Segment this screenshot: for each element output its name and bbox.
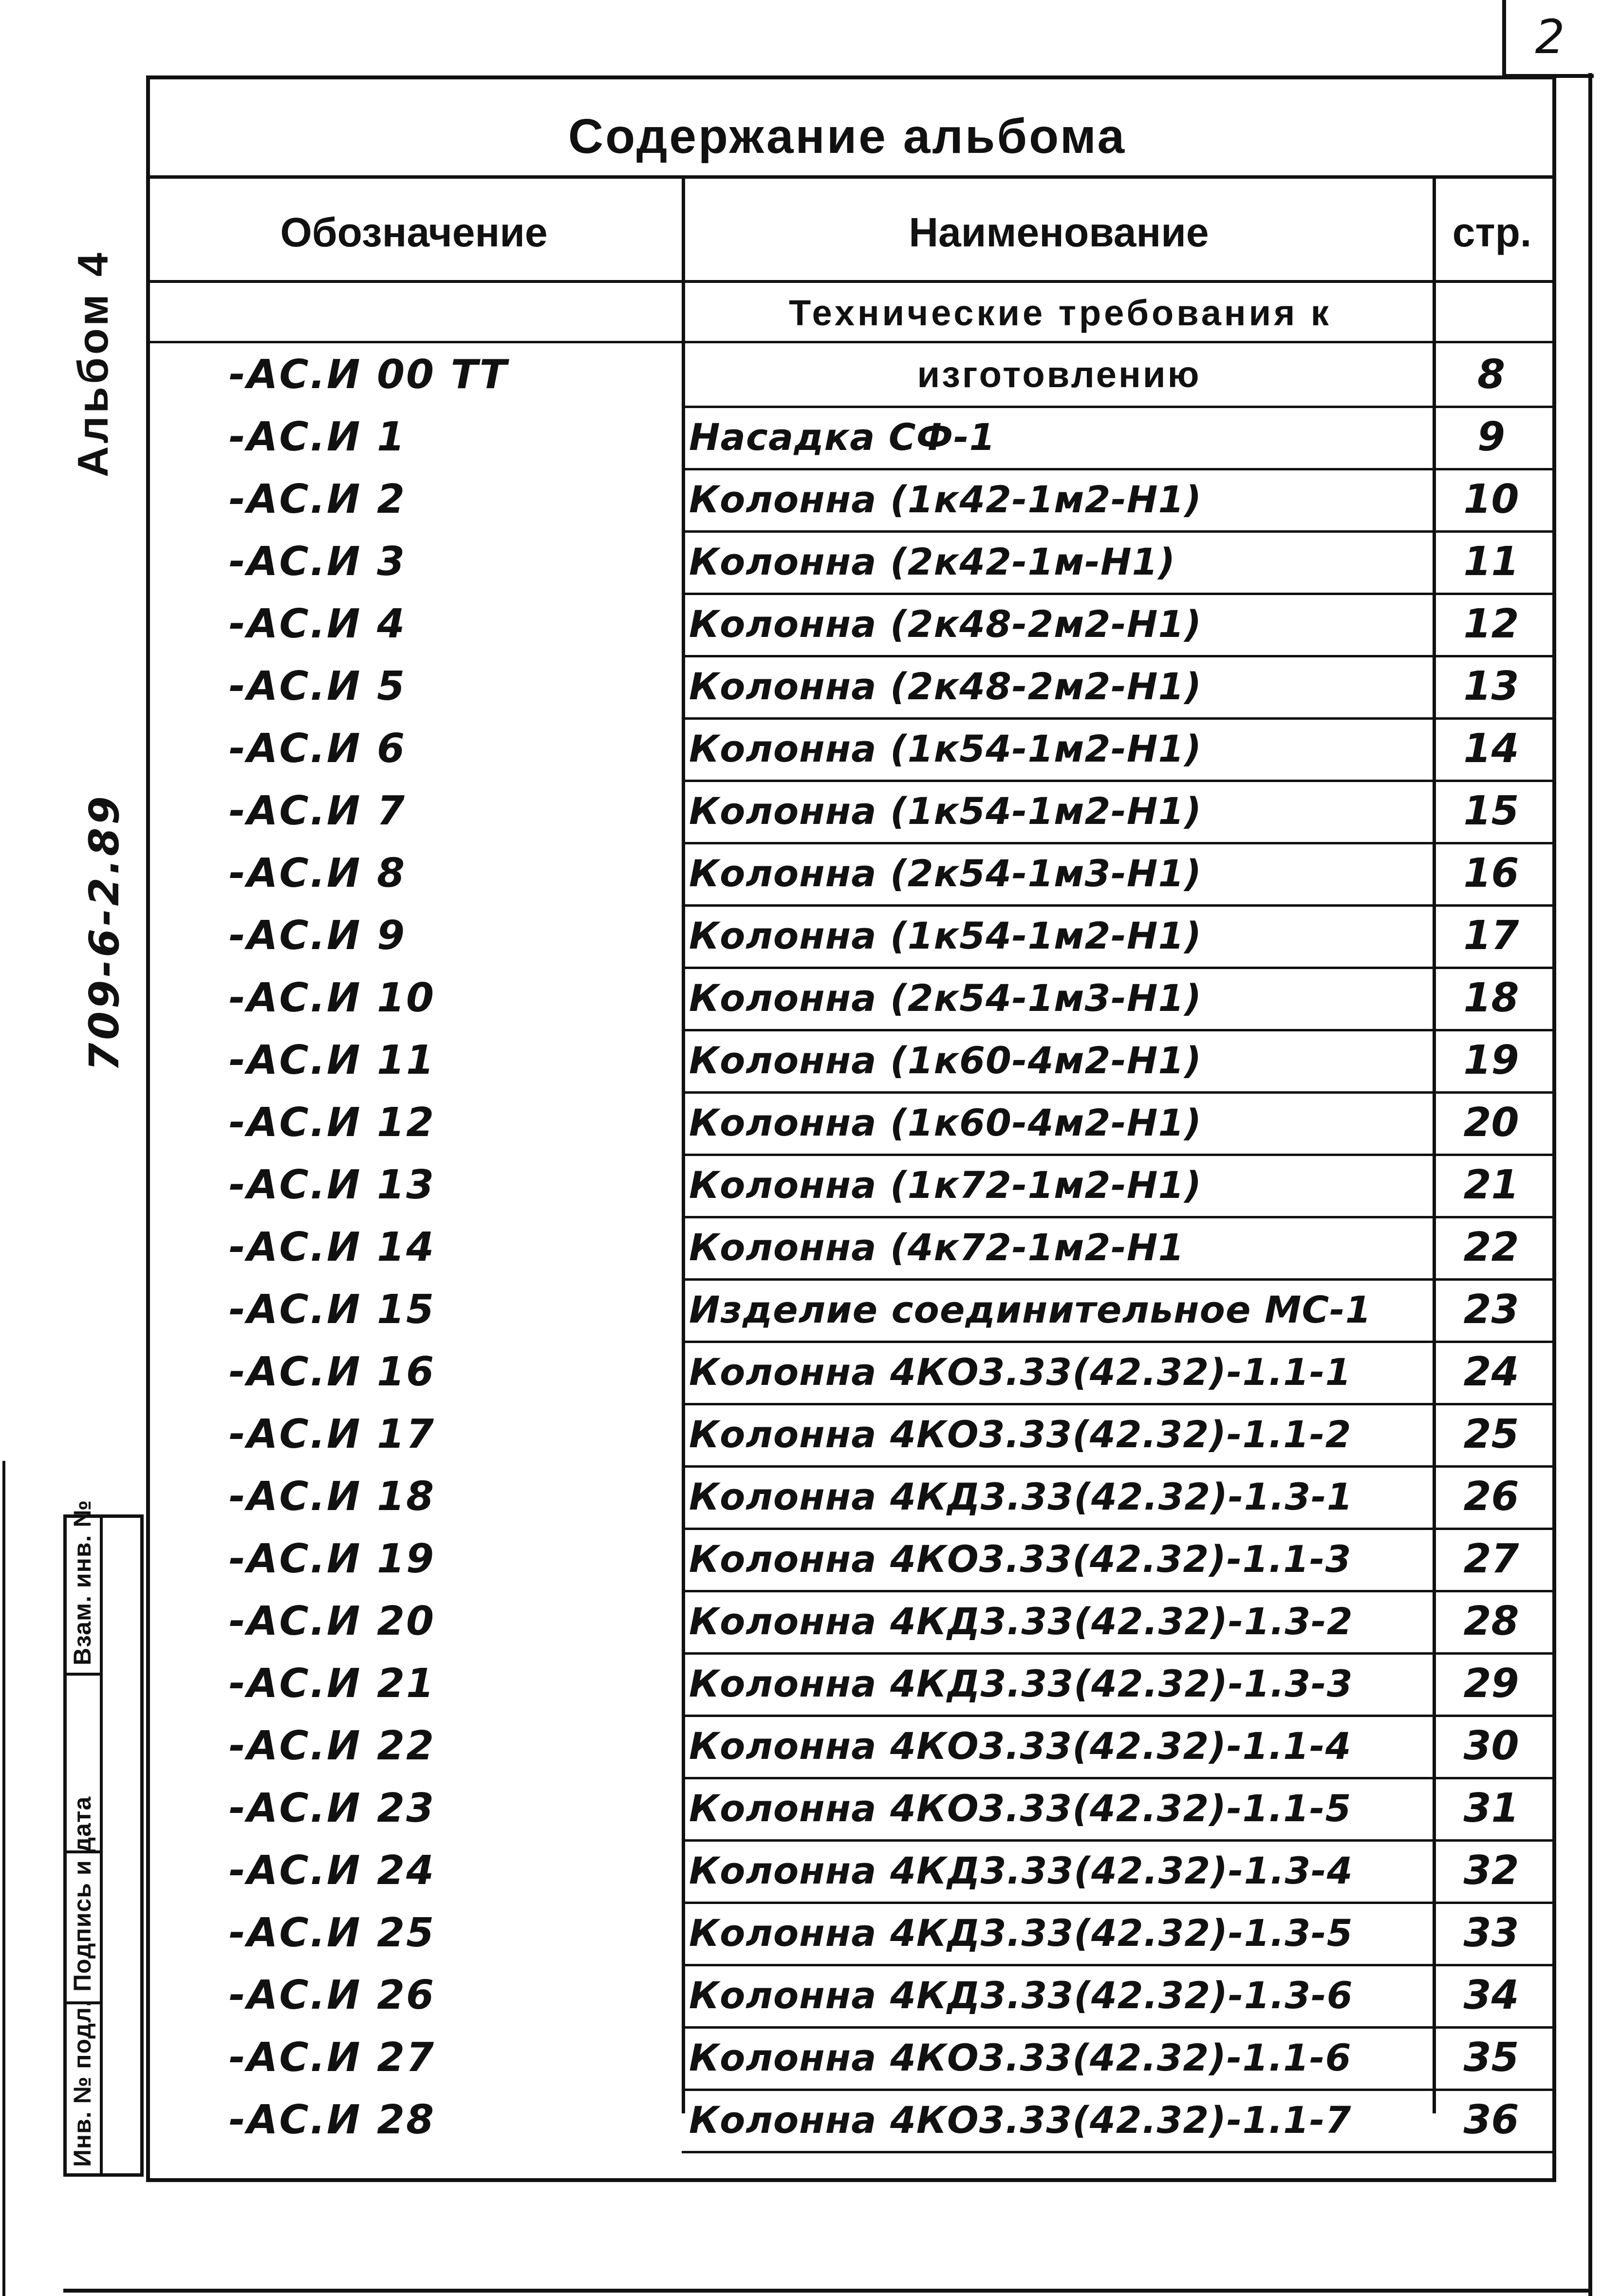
stamp-divider: [63, 1673, 102, 1676]
row-code: -АС.И 23: [229, 1785, 436, 1831]
row-name: Колонна (1к60-4м2-Н1): [689, 1101, 1202, 1144]
row-code: -АС.И 27: [229, 2034, 436, 2081]
row-page: 14: [1463, 725, 1519, 772]
row-name: Колонна (1к54-1м2-Н1): [689, 914, 1202, 957]
row-page: 20: [1463, 1099, 1519, 1146]
row-name: Колонна 4КД3.33(42.32)-1.3-5: [689, 1911, 1353, 1955]
row-name: Колонна 4КО3.33(42.32)-1.1-6: [689, 2035, 1352, 2079]
row-code: -АС.И 10: [229, 974, 436, 1021]
left-margin-line: [2, 1461, 5, 2296]
row-name: Колонна (1к54-1м2-Н1): [689, 727, 1202, 770]
row-name: Колонна 4КД3.33(42.32)-1.3-1: [689, 1475, 1353, 1518]
row-page: 15: [1463, 787, 1519, 834]
right-border-line: [1588, 73, 1592, 2296]
row-page: 11: [1463, 538, 1519, 585]
row-page: 29: [1463, 1660, 1519, 1707]
row-code: -АС.И 5: [229, 663, 407, 709]
stamp-inv-no: Инв. № подл.: [69, 1999, 96, 2167]
row-name: Колонна (4к72-1м2-Н1: [689, 1225, 1185, 1269]
row-name: Колонна 4КД3.33(42.32)-1.3-4: [689, 1848, 1353, 1892]
row-code: -АС.И 4: [229, 600, 407, 647]
row-page: 16: [1463, 850, 1519, 896]
page-title: Содержание альбома: [568, 109, 1127, 164]
row-name: изготовлению: [917, 354, 1201, 395]
row-name: Колонна 4КО3.33(42.32)-1.1-7: [689, 2098, 1352, 2142]
stamp-replace-inv: Взам. инв. №: [69, 1499, 96, 1665]
row-code: -АС.И 9: [229, 912, 407, 959]
row-page: 18: [1463, 974, 1519, 1021]
row-name: Колонна 4КО3.33(42.32)-1.1-1: [689, 1350, 1352, 1394]
row-page: 30: [1463, 1722, 1519, 1769]
row-code: -АС.И 8: [229, 850, 407, 896]
row-page: 36: [1463, 2096, 1519, 2143]
row-code: -АС.И 15: [229, 1286, 436, 1333]
row-divider: [682, 2151, 1552, 2153]
row-page: 26: [1463, 1473, 1519, 1520]
row-name: Колонна (1к54-1м2-Н1): [689, 789, 1202, 833]
column-divider-code: [682, 175, 685, 2113]
row-page: 10: [1463, 476, 1519, 523]
row-code: -АС.И 14: [229, 1224, 436, 1270]
album-label: Альбом 4: [69, 250, 117, 477]
row-code: -АС.И 7: [229, 787, 407, 834]
row-code: -АС.И 24: [229, 1847, 436, 1894]
row-page: 34: [1463, 1972, 1519, 2018]
row-name: Колонна (2к54-1м3-Н1): [689, 976, 1202, 1020]
row-name: Изделие соединительное МС-1: [689, 1288, 1372, 1331]
row-code: -АС.И 25: [229, 1909, 436, 1956]
row-page: 17: [1463, 912, 1519, 959]
header-name: Наименование: [909, 209, 1209, 255]
row-page: 32: [1463, 1847, 1519, 1894]
row-page: 9: [1477, 413, 1506, 460]
row-name: Колонна 4КД3.33(42.32)-1.3-2: [689, 1599, 1353, 1643]
row-code: -АС.И 20: [229, 1598, 436, 1644]
row-code: -АС.И 12: [229, 1099, 436, 1146]
page-number: 2: [1502, 0, 1594, 78]
stamp-sign-date: Подпись и дата: [69, 1796, 96, 1992]
row-page: 12: [1463, 600, 1519, 647]
bottom-border-line: [63, 2289, 1592, 2293]
row-code: -АС.И 11: [229, 1037, 436, 1083]
row-page: 19: [1463, 1037, 1519, 1083]
row-name: Колонна 4КО3.33(42.32)-1.1-4: [689, 1724, 1352, 1768]
row-page: 23: [1463, 1286, 1519, 1333]
row-page: 31: [1463, 1785, 1519, 1831]
row-code: -АС.И 6: [229, 725, 407, 772]
tech-requirements-line: Технические требования к: [789, 293, 1332, 333]
row-code: -АС.И 17: [229, 1411, 436, 1457]
row-name: Колонна (2к54-1м3-Н1): [689, 851, 1202, 895]
row-code: -АС.И 2: [229, 476, 407, 523]
row-code: -АС.И 18: [229, 1473, 436, 1520]
row-page: 28: [1463, 1598, 1519, 1644]
row-code: -АС.И 28: [229, 2096, 436, 2143]
row-code: -АС.И 26: [229, 1972, 436, 2018]
row-page: 24: [1463, 1348, 1519, 1395]
row-name: Колонна 4КО3.33(42.32)-1.1-5: [689, 1786, 1352, 1830]
row-page: 22: [1463, 1224, 1519, 1270]
row-page: 33: [1463, 1909, 1519, 1956]
row-name: Колонна (1к60-4м2-Н1): [689, 1038, 1202, 1082]
row-name: Колонна (2к48-2м2-Н1): [689, 602, 1202, 646]
header-divider: [146, 280, 1552, 283]
row-name: Колонна (1к72-1м2-Н1): [689, 1163, 1202, 1207]
row-code: -АС.И 22: [229, 1722, 436, 1769]
stamp-divider: [100, 1514, 103, 2177]
row-name: Колонна (2к42-1м-Н1): [689, 540, 1176, 583]
row-code: -АС.И 3: [229, 538, 407, 585]
document-number: 709-6-2.89: [80, 793, 128, 1071]
row-code: -АС.И 13: [229, 1161, 436, 1208]
row-code: -АС.И 19: [229, 1535, 436, 1582]
row-page: 13: [1463, 663, 1519, 709]
row-code: -АС.И 1: [229, 413, 407, 460]
row-code: -АС.И 16: [229, 1348, 436, 1395]
row-code: -АС.И 00 ТТ: [229, 351, 508, 398]
row-name: Колонна 4КО3.33(42.32)-1.1-3: [689, 1537, 1352, 1581]
row-code: -АС.И 21: [229, 1660, 436, 1707]
row-page: 25: [1463, 1411, 1519, 1457]
header-page: стр.: [1452, 209, 1532, 255]
row-name: Насадка СФ-1: [689, 415, 996, 459]
row-name: Колонна 4КО3.33(42.32)-1.1-2: [689, 1412, 1352, 1456]
row-name: Колонна 4КД3.33(42.32)-1.3-6: [689, 1973, 1353, 2017]
row-page: 27: [1463, 1535, 1519, 1582]
row-page: 21: [1463, 1161, 1519, 1208]
row-page: 35: [1463, 2034, 1519, 2081]
column-divider-page: [1433, 175, 1436, 2113]
row-name: Колонна (1к42-1м2-Н1): [689, 477, 1202, 521]
row-page: 8: [1477, 351, 1506, 398]
row-name: Колонна (2к48-2м2-Н1): [689, 664, 1202, 708]
header-designation: Обозначение: [280, 209, 548, 255]
row-name: Колонна 4КД3.33(42.32)-1.3-3: [689, 1661, 1353, 1705]
